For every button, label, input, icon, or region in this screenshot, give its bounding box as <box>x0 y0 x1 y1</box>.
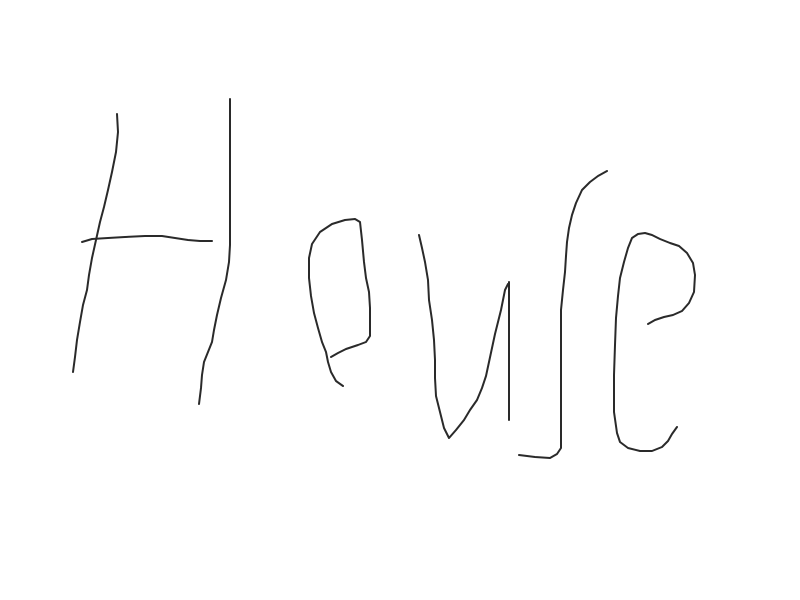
letter-h <box>73 99 230 404</box>
letter-h-left-stroke <box>73 114 118 372</box>
letter-s-stroke <box>519 171 607 458</box>
letter-h-right-stroke <box>199 99 230 404</box>
letter-s <box>519 171 607 458</box>
letter-e-stroke <box>614 233 695 451</box>
letter-u <box>419 235 509 438</box>
letter-o <box>309 219 370 386</box>
letter-o-stroke <box>309 219 370 386</box>
letter-u-left-stroke <box>419 235 508 438</box>
letter-h-crossbar <box>82 236 212 242</box>
letter-e <box>614 233 695 451</box>
handwriting-ink <box>73 99 695 458</box>
